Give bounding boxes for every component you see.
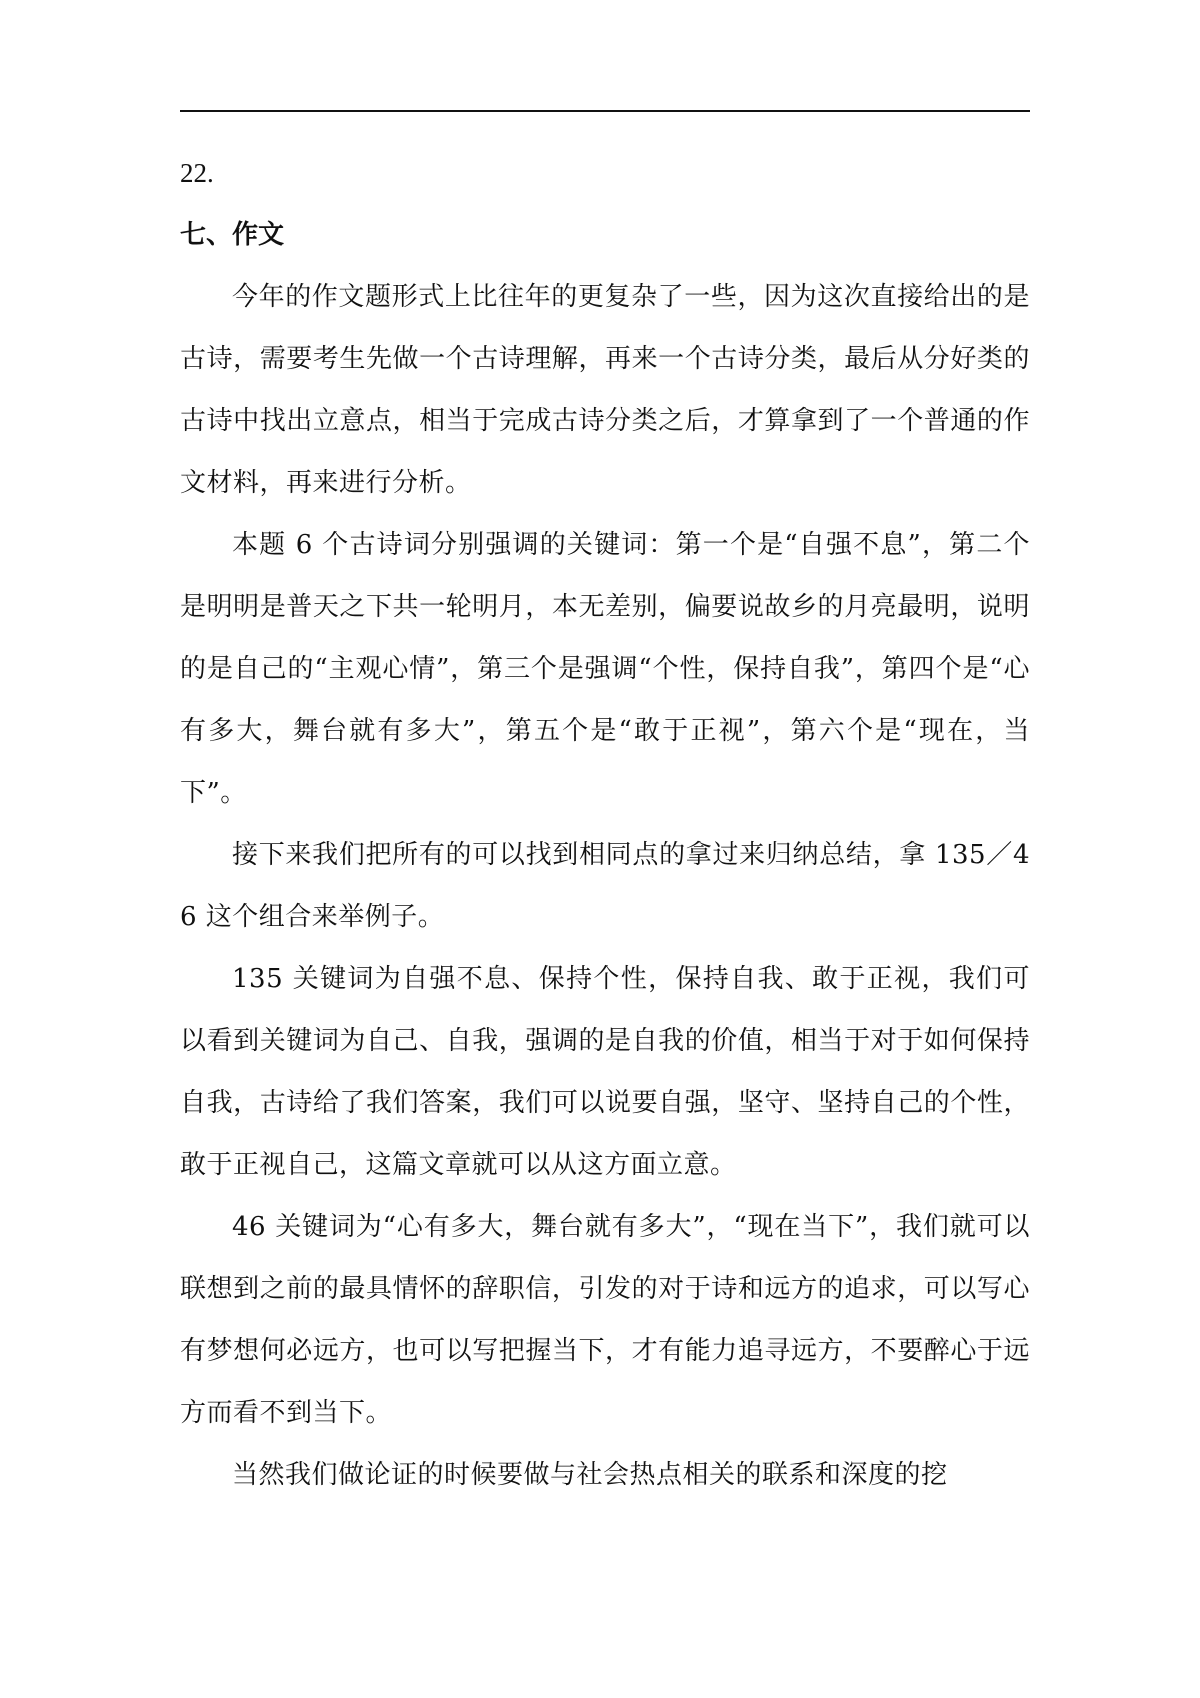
paragraph-6: 当然我们做论证的时候要做与社会热点相关的联系和深度的挖	[232, 1460, 948, 1490]
paragraph-2: 本题 6 个古诗词分别强调的关键词：第一个是“自强不息”，第二个是明明是普天之下共一轮明月，本无差别，偏要说故乡的月亮最明，说明的是自己的“主观心情”，第三个是强调“个性，保持自我”，第四个是“心有多大，舞台就有多大”，第五个是“敢于正视”，第六个是“现在，当下”。	[180, 530, 1030, 808]
question-number: 22.	[180, 158, 214, 188]
paragraph-1: 今年的作文题形式上比往年的更复杂了一些，因为这次直接给出的是古诗，需要考生先做一个古诗理解，再来一个古诗分类，最后从分好类的古诗中找出立意点，相当于完成古诗分类之后，才算拿到了一个普通的作文材料，再来进行分析。	[180, 282, 1030, 498]
paragraph-3: 接下来我们把所有的可以找到相同点的拿过来归纳总结，拿 135／46 这个组合来举例子。	[180, 840, 1030, 932]
paragraph-4: 135 关键词为自强不息、保持个性，保持自我、敢于正视，我们可以看到关键词为自己、自我，强调的是自我的价值，相当于对于如何保持自我，古诗给了我们答案，我们可以说要自强，坚守、坚持自己的个性，敢于正视自己，这篇文章就可以从这方面立意。	[180, 964, 1030, 1180]
page-content	[180, 142, 1030, 1506]
header-rule	[180, 110, 1030, 112]
paragraph-5: 46 关键词为“心有多大，舞台就有多大”，“现在当下”，我们就可以联想到之前的最具情怀的辞职信，引发的对于诗和远方的追求，可以写心有梦想何必远方，也可以写把握当下，才有能力追寻远方，不要醉心于远方而看不到当下。	[180, 1212, 1030, 1428]
section-title: 七、作文	[180, 220, 285, 250]
